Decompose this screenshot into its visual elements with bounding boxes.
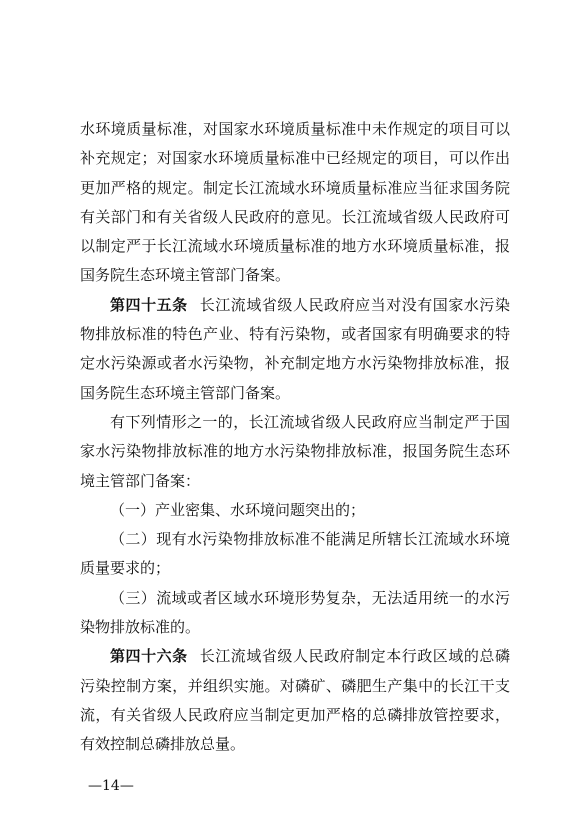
article-46	[80, 642, 510, 759]
paragraph-text: 有下列情形之一的，长江流域省级人民政府应当制定严于国家水污染物排放标准的地方水污染物排放标准，报国务院生态环境主管部门备案：	[80, 412, 510, 490]
paragraph-text: （二）现有水污染物排放标准不能满足所辖长江流域水环境质量要求的；	[80, 530, 510, 578]
paragraph-conditions-intro	[80, 408, 510, 496]
article-45	[80, 291, 510, 408]
document-body	[80, 115, 510, 760]
paragraph-continuation	[80, 115, 510, 291]
page-number: —14—	[88, 778, 134, 794]
article-number: 第四十五条	[110, 295, 188, 314]
list-item-1	[80, 496, 510, 525]
list-item-2	[80, 525, 510, 584]
list-item-3	[80, 584, 510, 643]
paragraph-text: 长江流域省级人民政府制定本行政区域的总磷污染控制方案，并组织实施。对磷矿、磷肥生产集中的长江干支流，有关省级人民政府应当制定更加严格的总磷排放管控要求，有效控制总磷排放总量。	[80, 647, 510, 754]
paragraph-text: 水环境质量标准，对国家水环境质量标准中未作规定的项目可以补充规定；对国家水环境质量标准中已经规定的项目，可以作出更加严格的规定。制定长江流域水环境质量标准应当征求国务院有关部门和有关省级人民政府的意见。长江流域省级人民政府可以制定严于长江流域水环境质量标准的地方水环境质量标准，报国务院生态环境主管部门备案。	[80, 120, 510, 285]
paragraph-text: （一）产业密集、水环境问题突出的；	[110, 500, 366, 519]
article-number: 第四十六条	[110, 647, 188, 666]
paragraph-text: 长江流域省级人民政府应当对没有国家水污染物排放标准的特色产业、特有污染物，或者国家有明确要求的特定水污染源或者水污染物，补充制定地方水污染物排放标准，报国务院生态环境主管部门备案。	[80, 295, 510, 402]
paragraph-text: （三）流域或者区域水环境形势复杂，无法适用统一的水污染物排放标准的。	[80, 588, 510, 637]
